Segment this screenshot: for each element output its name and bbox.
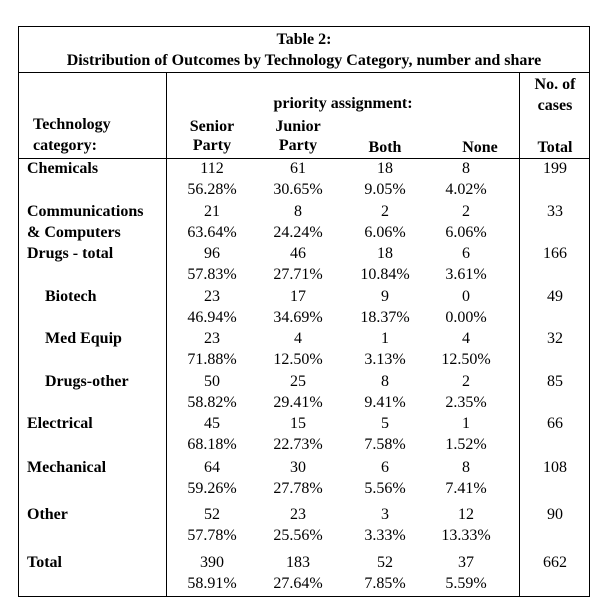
count-cell: 2 (462, 373, 470, 390)
count-cell: 390 (200, 554, 224, 571)
share-cell: 68.18% (187, 436, 237, 453)
share-cell: 59.26% (187, 480, 237, 497)
count-cell: 2 (462, 203, 470, 220)
count-cell: 23 (204, 330, 220, 347)
header-senior-line1: Senior (189, 118, 235, 135)
share-cell: 34.69% (273, 309, 323, 326)
count-cell: 96 (204, 245, 220, 262)
share-cell: 30.65% (273, 181, 323, 198)
share-cell: 7.58% (364, 436, 406, 453)
share-cell: 9.05% (364, 181, 406, 198)
share-cell: 7.41% (445, 480, 487, 497)
total-cell: 85 (547, 373, 563, 390)
share-cell: 27.64% (273, 575, 323, 592)
count-cell: 1 (381, 330, 389, 347)
share-cell: 57.78% (187, 527, 237, 544)
share-cell: 12.50% (441, 351, 491, 368)
row-label-line2: & Computers (27, 224, 121, 241)
share-cell: 22.73% (273, 436, 323, 453)
share-cell: 10.84% (360, 266, 410, 283)
count-cell: 183 (286, 554, 310, 571)
share-cell: 6.06% (364, 224, 406, 241)
total-cell: 199 (543, 160, 567, 177)
count-cell: 50 (204, 373, 220, 390)
count-cell: 8 (294, 203, 302, 220)
row-label: Total (27, 554, 62, 571)
count-cell: 112 (200, 160, 224, 177)
count-cell: 30 (290, 459, 306, 476)
header-group: priority assignment: (273, 95, 413, 112)
row-label: Mechanical (27, 459, 107, 476)
header-junior-line2: Party (278, 137, 318, 154)
header-rule (19, 158, 589, 159)
row-label: Electrical (27, 415, 93, 432)
header-none: None (462, 139, 498, 156)
row-label: Chemicals (27, 160, 99, 177)
share-cell: 56.28% (187, 181, 237, 198)
count-cell: 45 (204, 415, 220, 432)
share-cell: 18.37% (360, 309, 410, 326)
share-cell: 58.82% (187, 394, 237, 411)
share-cell: 5.56% (364, 480, 406, 497)
share-cell: 3.61% (445, 266, 487, 283)
header-both: Both (368, 139, 402, 156)
header-category-line1: Technology (33, 116, 111, 133)
count-cell: 64 (204, 459, 220, 476)
share-cell: 3.33% (364, 527, 406, 544)
count-cell: 8 (462, 459, 470, 476)
row-label: Drugs - total (27, 245, 114, 262)
share-cell: 13.33% (441, 527, 491, 544)
count-cell: 2 (381, 203, 389, 220)
total-cell: 90 (547, 506, 563, 523)
share-cell: 57.83% (187, 266, 237, 283)
table-title: Table 2: (276, 31, 332, 48)
count-cell: 15 (290, 415, 306, 432)
total-cell: 66 (547, 415, 563, 432)
count-cell: 23 (290, 506, 306, 523)
count-cell: 4 (462, 330, 470, 347)
table-subtitle: Distribution of Outcomes by Technology Category, number and share (66, 52, 542, 69)
count-cell: 8 (462, 160, 470, 177)
count-cell: 0 (462, 288, 470, 305)
row-label: Drugs-other (45, 373, 129, 390)
share-cell: 1.52% (445, 436, 487, 453)
share-cell: 46.94% (187, 309, 237, 326)
total-cell: 33 (547, 203, 563, 220)
share-cell: 6.06% (445, 224, 487, 241)
share-cell: 24.24% (273, 224, 323, 241)
share-cell: 7.85% (364, 575, 406, 592)
count-cell: 21 (204, 203, 220, 220)
row-label: Biotech (45, 288, 97, 305)
header-total: Total (537, 139, 573, 156)
share-cell: 9.41% (364, 394, 406, 411)
table-frame (18, 26, 590, 597)
count-cell: 6 (381, 459, 389, 476)
row-label: Med Equip (45, 330, 122, 347)
share-cell: 58.91% (187, 575, 237, 592)
row-label: Communications (27, 203, 144, 220)
share-cell: 4.02% (445, 181, 487, 198)
count-cell: 52 (377, 554, 393, 571)
column-divider-left (166, 72, 167, 596)
share-cell: 71.88% (187, 351, 237, 368)
share-cell: 0.00% (445, 309, 487, 326)
total-cell: 32 (547, 330, 563, 347)
share-cell: 5.59% (445, 575, 487, 592)
count-cell: 8 (381, 373, 389, 390)
total-cell: 108 (543, 459, 567, 476)
count-cell: 25 (290, 373, 306, 390)
count-cell: 5 (381, 415, 389, 432)
share-cell: 12.50% (273, 351, 323, 368)
title-rule (19, 72, 589, 73)
count-cell: 1 (462, 415, 470, 432)
header-category-line2: category: (33, 137, 97, 154)
share-cell: 27.78% (273, 480, 323, 497)
share-cell: 27.71% (273, 266, 323, 283)
share-cell: 2.35% (445, 394, 487, 411)
total-cell: 49 (547, 288, 563, 305)
total-cell: 166 (543, 245, 567, 262)
share-cell: 29.41% (273, 394, 323, 411)
count-cell: 23 (204, 288, 220, 305)
row-label: Other (27, 506, 68, 523)
header-cases-line1: No. of (534, 76, 576, 93)
count-cell: 6 (462, 245, 470, 262)
header-senior-line2: Party (192, 137, 232, 154)
header-junior-line1: Junior (275, 118, 321, 135)
count-cell: 37 (458, 554, 474, 571)
count-cell: 52 (204, 506, 220, 523)
share-cell: 63.64% (187, 224, 237, 241)
count-cell: 61 (290, 160, 306, 177)
count-cell: 18 (377, 160, 393, 177)
count-cell: 4 (294, 330, 302, 347)
header-cases-line2: cases (537, 97, 573, 114)
count-cell: 3 (381, 506, 389, 523)
total-cell: 662 (543, 554, 567, 571)
count-cell: 12 (458, 506, 474, 523)
share-cell: 3.13% (364, 351, 406, 368)
share-cell: 25.56% (273, 527, 323, 544)
count-cell: 17 (290, 288, 306, 305)
count-cell: 18 (377, 245, 393, 262)
count-cell: 46 (290, 245, 306, 262)
count-cell: 9 (381, 288, 389, 305)
